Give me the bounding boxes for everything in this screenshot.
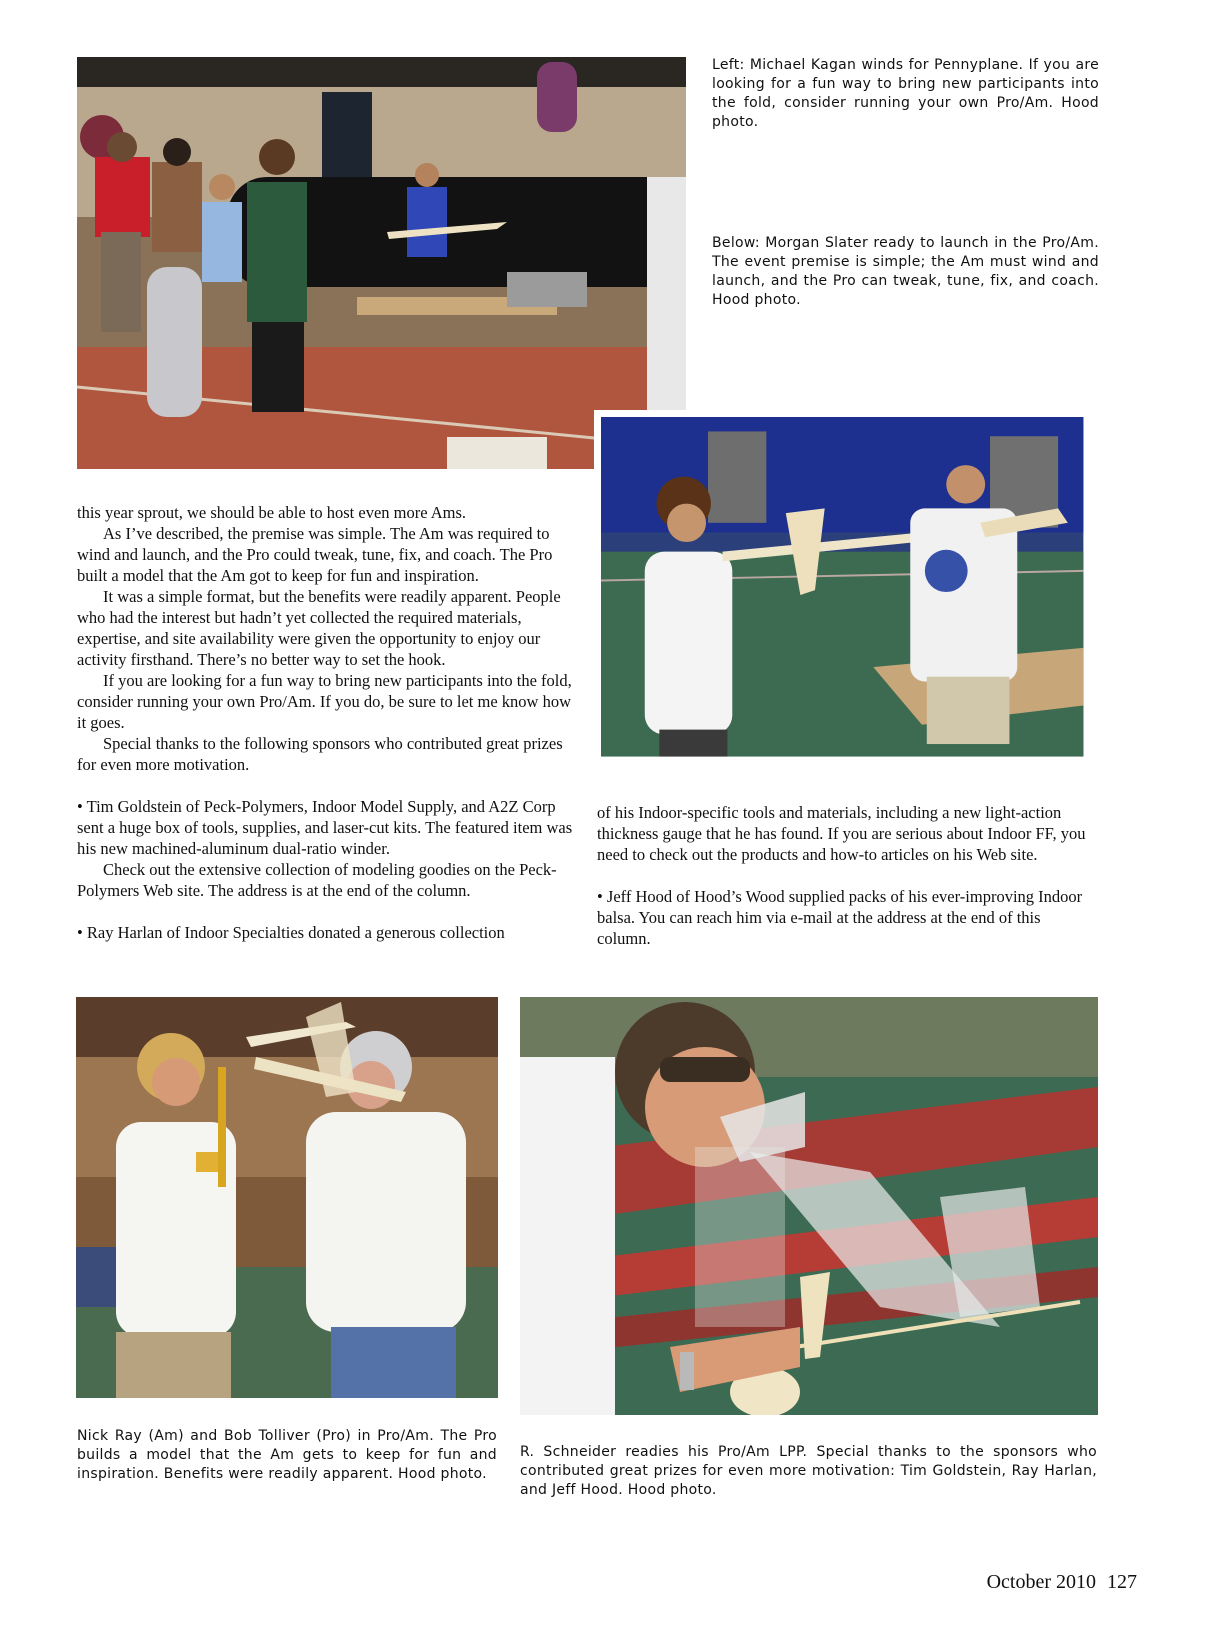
photo-morgan-slater-launch <box>594 410 1104 777</box>
photo-r-schneider-lpp <box>520 997 1098 1415</box>
sponsor-bullet: • Tim Goldstein of Peck-Polymers, Indoor Model Supply, and A2Z Corp sent a huge box of tools, supplies, and laser-cut kits. The featured item was his new machined-aluminum dual-ratio winder. <box>77 797 573 858</box>
caption-bottom-right: R. Schneider readies his Pro/Am LPP. Special thanks to the sponsors who contributed great prizes for even more motivation: Tim Goldstein, Ray Harlan, and Jeff Hood. Hood photo. <box>520 1444 1097 1498</box>
body-text-column-left <box>77 502 574 943</box>
body-paragraph: Special thanks to the following sponsors who contributed great prizes for even more motivation. <box>77 734 563 774</box>
photo-nick-ray-bob-tolliver <box>76 997 498 1398</box>
body-paragraph: If you are looking for a fun way to bring new participants into the fold, consider running your own Pro/Am. If you do, be sure to let me know how it goes. <box>77 671 572 732</box>
caption-top-right-1: Left: Michael Kagan winds for Pennyplane. If you are looking for a fun way to bring new participants into the fold, consider running your own Pro/Am. Hood photo. <box>712 57 1099 130</box>
caption-bottom-left: Nick Ray (Am) and Bob Tolliver (Pro) in Pro/Am. The Pro builds a model that the Am gets to keep for fun and inspiration. Benefits were readily apparent. Hood photo. <box>77 1428 497 1482</box>
body-paragraph: Check out the extensive collection of modeling goodies on the Peck-Polymers Web site. The address is at the end of the column. <box>77 860 557 900</box>
body-paragraph: It was a simple format, but the benefits were readily apparent. People who had the interest but hadn’t yet collected the required materials, expertise, and site availability were given the opportunity to enjoy our activity firsthand. There’s no better way to set the hook. <box>77 587 561 669</box>
photo-michael-kagan-winding <box>77 57 686 469</box>
body-paragraph: of his Indoor-specific tools and materials, including a new light-action thickness gauge that he has found. If you are serious about Indoor FF, you need to check out the products and how-to articles on his Web site. <box>597 803 1086 864</box>
page-number: 127 <box>1107 1571 1137 1593</box>
body-paragraph: As I’ve described, the premise was simple. The Am was required to wind and launch, and the Pro could tweak, tune, fix, and coach. The Pro built a model that the Am got to keep for fun and inspiration. <box>77 524 553 585</box>
caption-top-right-2: Below: Morgan Slater ready to launch in the Pro/Am. The event premise is simple; the Am must wind and launch, and the Pro can tweak, tune, fix, and coach. Hood photo. <box>712 235 1099 308</box>
body-paragraph: this year sprout, we should be able to host even more Ams. <box>77 503 467 522</box>
sponsor-bullet: • Jeff Hood of Hood’s Wood supplied packs of his ever-improving Indoor balsa. You can reach him via e-mail at the address at the end of this column. <box>597 887 1083 948</box>
sponsor-bullet: • Ray Harlan of Indoor Specialties donated a generous collection <box>77 923 505 942</box>
issue-date: October 2010 <box>986 1571 1096 1593</box>
body-text-column-right <box>597 802 1097 949</box>
page-folio <box>987 1571 1137 1594</box>
